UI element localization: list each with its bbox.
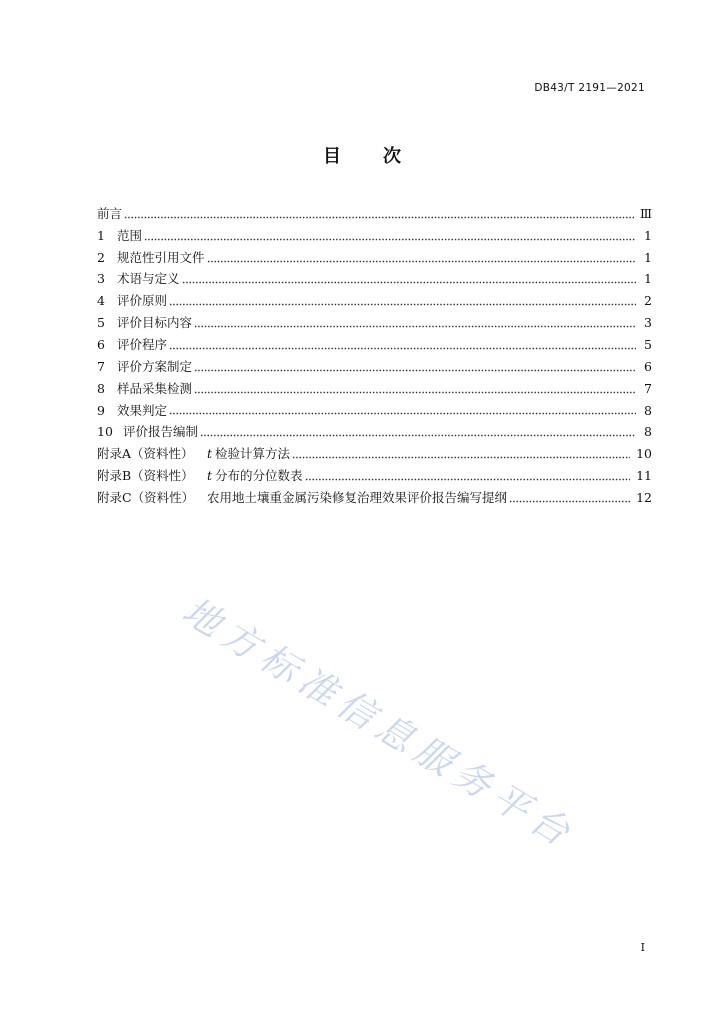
toc-entry [97,203,652,225]
toc-entry-label: 农用地土壤重金属污染修复治理效果评价报告编写提纲 [207,489,508,505]
toc-entry [97,421,652,443]
toc-entry [97,290,652,312]
toc-entry-label: 检验计算方法 [215,446,291,462]
appendix-designation: 附录B（资料性） [97,468,194,484]
standard-code: DB43/T 2191—2021 [534,82,645,94]
toc-entry-label: 规范性引用文件 [117,249,205,265]
toc-dot-leader [169,303,636,306]
toc-entry-label: 评价报告编制 [123,424,199,440]
toc-entry [97,334,652,356]
toc-entry-appendix [97,465,652,487]
toc-entry-label: 效果判定 [117,402,168,418]
toc-dot-leader [169,412,636,415]
toc-entry-label: 样品采集检测 [117,380,193,396]
toc-entry-page: 1 [644,249,652,265]
toc-entry-page: 2 [644,293,652,309]
toc-entry-page: 11 [636,468,652,484]
toc-entry-number: 8 [97,380,105,396]
toc-dot-leader [194,325,636,328]
toc-entry-label: 范围 [117,227,143,243]
toc-entry-label: 评价目标内容 [117,315,193,331]
toc-entry-label: 术语与定义 [117,271,180,287]
toc-entry [97,378,652,400]
toc-entry [97,400,652,422]
toc-entry-italic-symbol: t [207,446,213,462]
toc-entry-number: 7 [97,358,105,374]
toc-entry [97,269,652,291]
toc-entry-number: 1 [97,227,105,243]
toc-entry-page: Ⅲ [639,205,652,221]
toc-dot-leader [305,478,631,481]
toc-dot-leader [200,434,636,437]
toc-entry-page: 8 [644,424,652,440]
toc-entry-label: 评价程序 [117,336,168,352]
table-of-contents [97,203,652,509]
toc-dot-leader [194,369,636,372]
toc-entry-page: 1 [644,227,652,243]
toc-entry-italic-symbol: t [207,468,213,484]
toc-entry-label: 评价原则 [117,293,168,309]
toc-dot-leader [169,347,636,350]
toc-dot-leader [124,216,634,219]
toc-entry-number: 4 [97,293,105,309]
toc-dot-leader [207,260,636,263]
appendix-designation: 附录A（资料性） [97,446,194,462]
appendix-designation: 附录C（资料性） [97,489,195,505]
toc-entry-number: 6 [97,336,105,352]
toc-entry-number: 2 [97,249,105,265]
toc-entry-number: 10 [97,424,113,440]
toc-entry-number: 5 [97,315,105,331]
toc-entry-label: 前言 [97,205,123,221]
toc-entry [97,312,652,334]
toc-dot-leader [144,238,636,241]
toc-entry-page: 10 [636,446,652,462]
toc-entry-number: 9 [97,402,105,418]
toc-entry-page: 7 [644,380,652,396]
toc-entry-page: 8 [644,402,652,418]
toc-entry-page: 6 [644,358,652,374]
toc-entry-page: 3 [644,315,652,331]
toc-entry-page: 1 [644,271,652,287]
toc-entry [97,247,652,269]
toc-entry-number: 3 [97,271,105,287]
toc-title: 目次 [323,146,443,167]
toc-entry [97,225,652,247]
toc-entry-appendix [97,443,652,465]
page-number: I [640,941,645,954]
toc-entry [97,356,652,378]
watermark: 地方标准信息服务平台 [175,589,584,858]
toc-entry-appendix [97,487,652,509]
toc-dot-leader [182,281,636,284]
toc-dot-leader [509,500,630,503]
toc-entry-page: 5 [644,336,652,352]
toc-dot-leader [292,456,630,459]
toc-entry-label: 评价方案制定 [117,358,193,374]
toc-entry-label: 分布的分位数表 [215,468,303,484]
toc-dot-leader [194,391,636,394]
toc-entry-page: 12 [636,489,652,505]
